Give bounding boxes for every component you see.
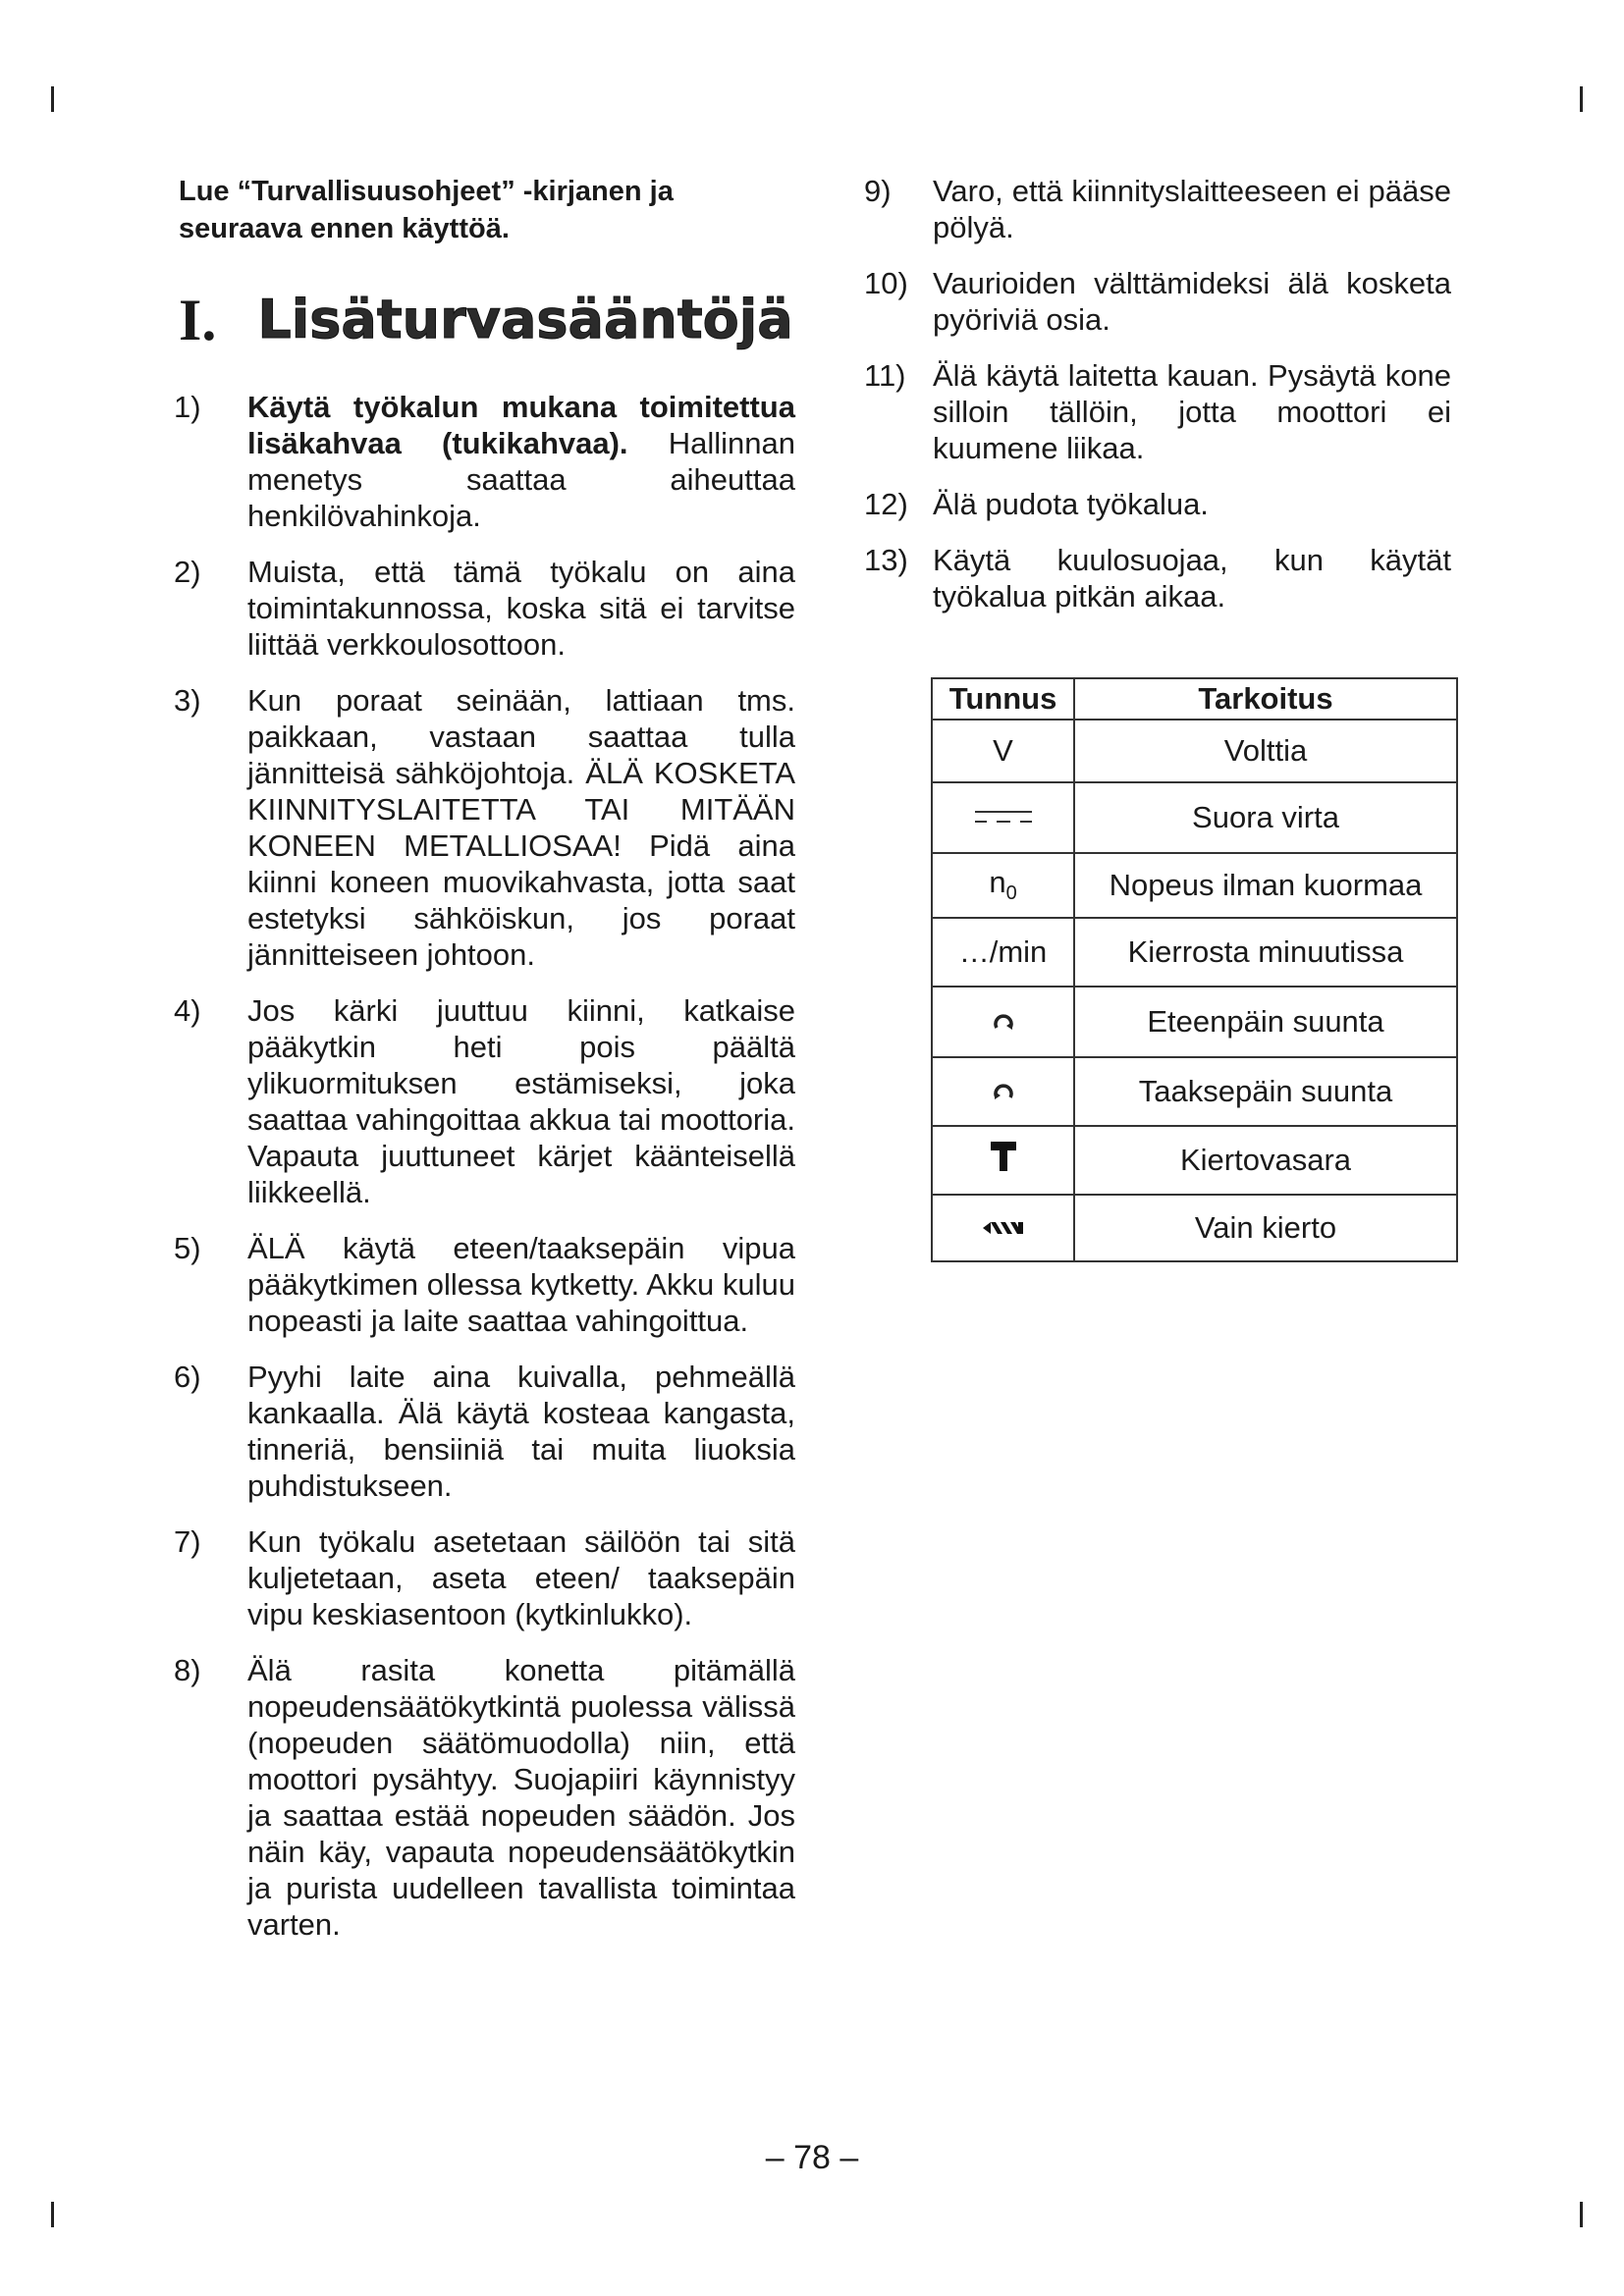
table-row [932, 1195, 1457, 1261]
forward-rotation-icon [992, 1006, 1015, 1032]
symbol-cell [932, 782, 1074, 853]
item-plain-text: Hallinnan menetys saattaa aiheuttaa henkilövahinkoja. [247, 426, 795, 533]
item-bold-text: Käytä työkalun mukana toimitettua lisäkahvaa (tukikahvaa). [247, 390, 795, 460]
item-text [247, 389, 795, 534]
item-number: 5) [174, 1231, 201, 1265]
section-number: I. [179, 288, 217, 352]
symbol-cell [932, 853, 1074, 918]
crop-mark-bottom-right [1580, 2202, 1583, 2227]
hammer-icon [990, 1140, 1017, 1173]
item-number: 7) [174, 1524, 201, 1559]
item-text: Muista, että tämä työkalu on aina toimintakunnossa, koska sitä ei tarvitse liittää verkkoulosottoon. [247, 555, 795, 662]
item-number: 9) [864, 174, 892, 208]
item-number: 4) [174, 993, 201, 1028]
item-number: 10) [864, 266, 908, 300]
meaning-cell: Nopeus ilman kuormaa [1074, 853, 1457, 918]
meaning-cell: Taaksepäin suunta [1074, 1057, 1457, 1126]
symbol-cell [932, 1126, 1074, 1195]
meaning-cell: Suora virta [1074, 782, 1457, 853]
drill-bit-icon [983, 1218, 1024, 1238]
list-item [174, 1523, 795, 1632]
item-number: 2) [174, 555, 201, 589]
table-header-row [932, 678, 1457, 720]
item-text: Kun poraat seinään, lattiaan tms. paikkaan, vastaan saattaa tulla jännitteisä sähköjohtoja. ÄLÄ KOSKETA KIINNITYSLAITETTA TAI MITÄÄN KONEEN METALLIOSAA! Pidä aina kiinni koneen muovikahvasta, jotta saat estetyksi sähköiskun, jos poraat jännitteiseen johtoon. [247, 683, 795, 972]
table-row [932, 987, 1457, 1057]
crop-mark-top-right [1580, 86, 1583, 112]
crop-mark-top-left [51, 86, 54, 112]
symbol-table [931, 677, 1458, 1262]
table-row [932, 1057, 1457, 1126]
symbol-cell [932, 1195, 1074, 1261]
meaning-cell: Eteenpäin suunta [1074, 987, 1457, 1057]
item-text: Varo, että kiinnityslaitteeseen ei pääse pölyä. [933, 174, 1451, 244]
meaning-cell: Vain kierto [1074, 1195, 1457, 1261]
symbol-cell [932, 987, 1074, 1057]
table-row [932, 853, 1457, 918]
left-column [174, 173, 795, 1962]
column-header-meaning: Tarkoitus [1074, 678, 1457, 720]
item-number: 1) [174, 390, 201, 424]
direct-current-icon [973, 804, 1034, 828]
item-number: 6) [174, 1360, 201, 1394]
symbol-cell [932, 1057, 1074, 1126]
list-item [864, 486, 1451, 522]
right-column [864, 173, 1451, 634]
list-item [174, 1652, 795, 1943]
item-text: Älä pudota työkalua. [933, 487, 1209, 521]
column-header-symbol: Tunnus [932, 678, 1074, 720]
intro-note: Lue “Turvallisuusohjeet” -kirjanen ja seuraava ennen käyttöä. [179, 176, 674, 244]
list-item [864, 265, 1451, 338]
item-number: 11) [864, 358, 906, 393]
table-row [932, 720, 1457, 782]
no-load-speed-symbol: n [989, 865, 1006, 900]
section-title: Lisäturvasääntöjä [257, 289, 793, 350]
list-item [174, 554, 795, 663]
item-text: Älä käytä laitetta kauan. Pysäytä kone silloin tällöin, jotta moottori ei kuumene liikaa. [933, 358, 1451, 465]
meaning-cell: Kiertovasara [1074, 1126, 1457, 1195]
crop-mark-bottom-left [51, 2202, 54, 2227]
symbol-cell: V [932, 720, 1074, 782]
item-text: Käytä kuulosuojaa, kun käytät työkalua pitkän aikaa. [933, 543, 1451, 614]
meaning-cell: Kierrosta minuutissa [1074, 918, 1457, 987]
list-item [864, 357, 1451, 466]
table-row [932, 1126, 1457, 1195]
list-item [174, 1230, 795, 1339]
list-item [174, 389, 795, 534]
no-load-speed-subscript: 0 [1005, 882, 1017, 905]
table-row [932, 918, 1457, 987]
item-number: 13) [864, 543, 908, 577]
list-item [864, 542, 1451, 614]
item-number: 3) [174, 683, 201, 718]
item-text: Kun työkalu asetetaan säilöön tai sitä kuljetetaan, aseta eteen/ taaksepäin vipu keskiasentoon (kytkinlukko). [247, 1524, 795, 1631]
item-text: ÄLÄ käytä eteen/taaksepäin vipua pääkytkimen ollessa kytketty. Akku kuluu nopeasti ja laite saattaa vahingoittua. [247, 1231, 795, 1338]
list-item [174, 1359, 795, 1504]
page-number: – 78 – [765, 2139, 859, 2176]
item-number: 8) [174, 1653, 201, 1687]
reverse-rotation-icon [992, 1076, 1015, 1101]
list-item [174, 682, 795, 973]
list-item [174, 992, 795, 1210]
item-text: Pyyhi laite aina kuivalla, pehmeällä kankaalla. Älä käytä kosteaa kangasta, tinneriä, bensiiniä tai muita liuoksia puhdistukseen. [247, 1360, 795, 1503]
symbol-cell: …/min [932, 918, 1074, 987]
item-text: Älä rasita konetta pitämällä nopeudensäätökytkintä puolessa välissä (nopeuden säätömuodolla) niin, että moottori pysähtyy. Suojapiiri käynnistyy ja saattaa estää nopeuden säädön. Jos näin käy, vapauta nopeudensäätökytkin ja purista uudelleen tavallista toimintaa varten. [247, 1653, 795, 1942]
section-heading [179, 288, 795, 352]
table-row [932, 782, 1457, 853]
item-number: 12) [864, 487, 908, 521]
item-text: Jos kärki juuttuu kiinni, katkaise pääkytkin heti pois päältä ylikuormituksen estämiseksi, joka saattaa vahingoittaa akkua tai moottoria. Vapauta juuttuneet kärjet käänteisellä liikkeellä. [247, 993, 795, 1209]
list-item [864, 173, 1451, 245]
item-text: Vaurioiden välttämideksi älä kosketa pyöriviä osia. [933, 266, 1451, 337]
meaning-cell: Volttia [1074, 720, 1457, 782]
